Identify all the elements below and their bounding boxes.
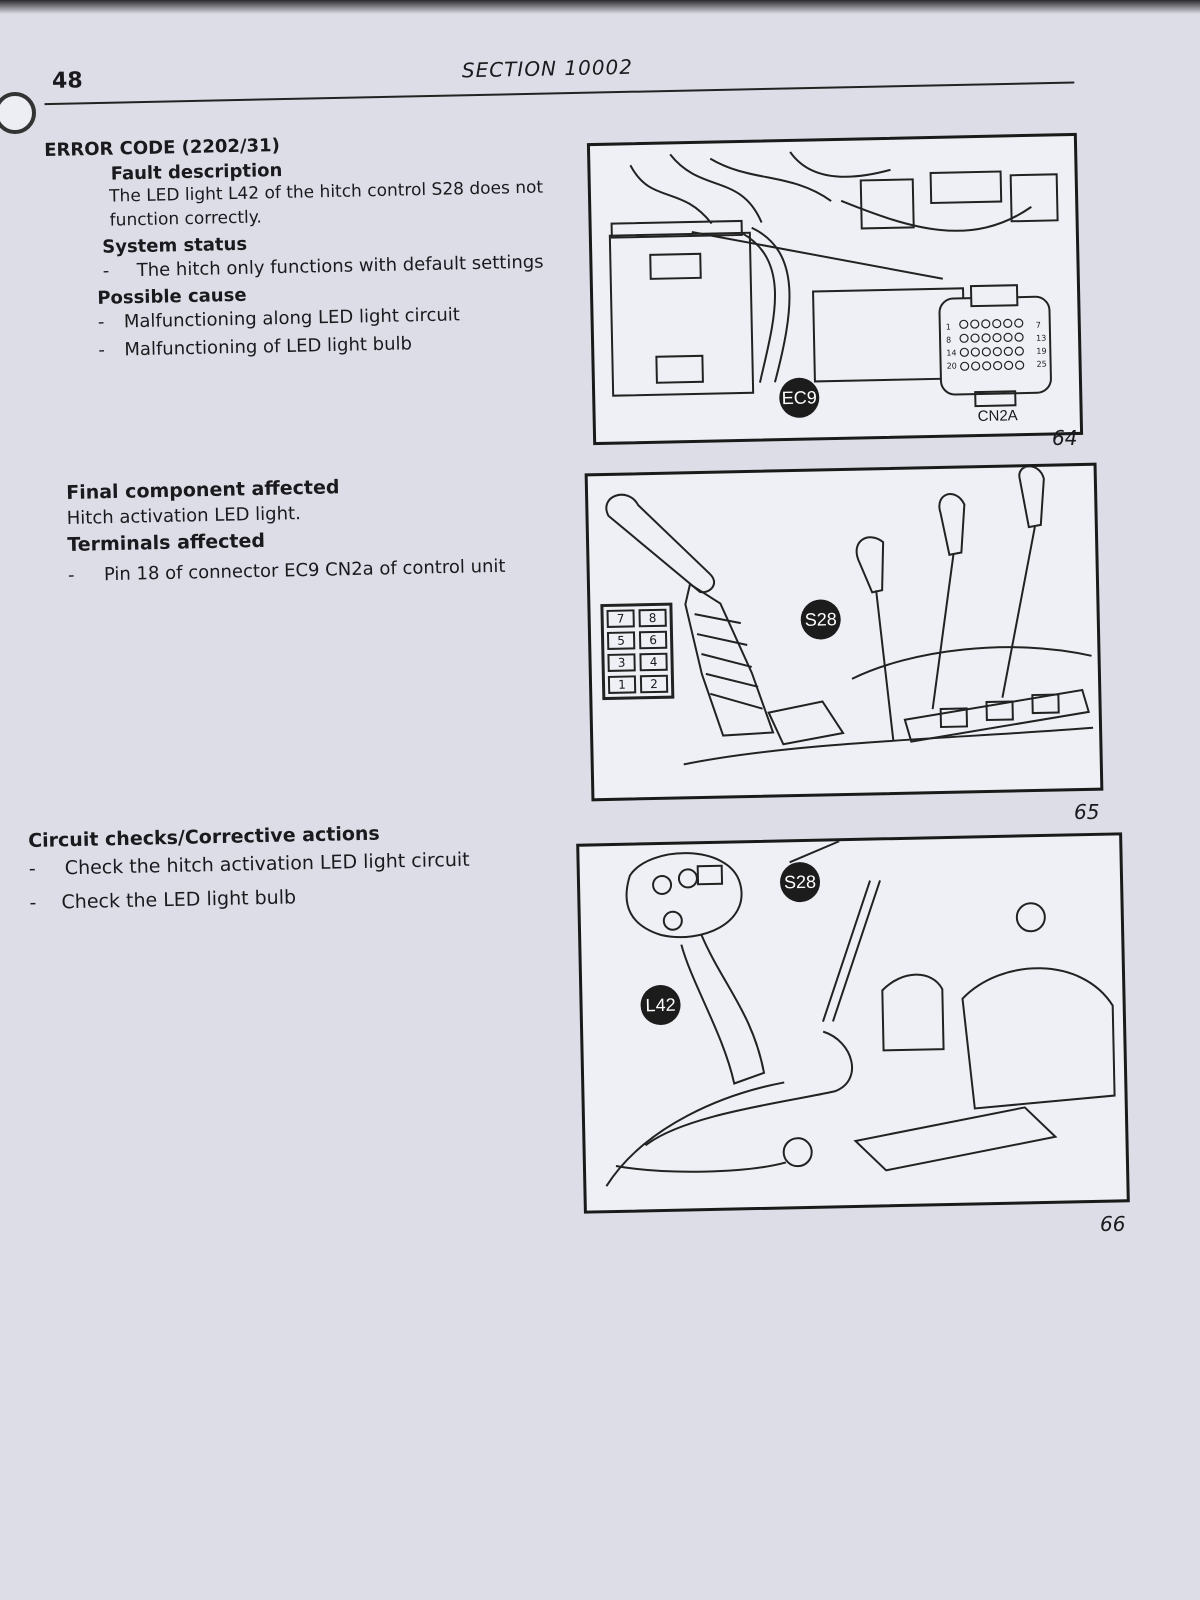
cn2a-right-pin-labels: 7 13 19 25 [1035, 320, 1047, 369]
error-block [44, 129, 589, 366]
checks-block [28, 819, 570, 920]
checks-heading: Circuit checks/Corrective actions [28, 822, 380, 852]
checks-item: - Check the hitch activation LED light circuit [28, 848, 470, 880]
figure-number-66: 66 [1100, 1212, 1126, 1236]
component-heading: Final component affected [66, 476, 340, 504]
switch-pin: 6 [639, 631, 667, 650]
page-number: 48 [51, 68, 83, 94]
callout-s28: S28 [780, 862, 821, 903]
callout-s28: S28 [800, 599, 841, 640]
figure-66-joystick-led [576, 832, 1130, 1213]
cause-heading: Possible cause [97, 284, 247, 309]
switch-pin: 5 [607, 631, 635, 650]
callout-l42: L42 [640, 985, 681, 1026]
callout-ec9: EC9 [779, 377, 820, 418]
switch-pin: 3 [607, 653, 635, 672]
figure-number-64: 64 [1052, 426, 1078, 450]
error-code-title: ERROR CODE (2202/31) [44, 135, 281, 161]
fault-heading: Fault description [110, 160, 283, 185]
figure-64-control-unit [587, 133, 1083, 445]
cause-item: - Malfunctioning along LED light circuit [97, 304, 461, 333]
component-text: Hitch activation LED light. [66, 503, 302, 529]
cause-section [47, 278, 588, 366]
terminals-item: - Pin 18 of connector EC9 CN2a of control unit [67, 555, 506, 586]
switch-pin: 2 [640, 675, 668, 694]
fault-text: The LED light L42 of the hitch control S28 does not function correctly. [108, 177, 544, 231]
switch-pin: 7 [606, 609, 634, 628]
cn2a-label: CN2A [977, 407, 1018, 426]
switch-pin: 8 [638, 609, 666, 628]
status-item: - The hitch only functions with default settings [102, 251, 544, 282]
section-title: SECTION 10002 [461, 54, 634, 83]
component-block [66, 471, 588, 590]
page-header [0, 0, 1200, 120]
figure-65-hitch-control-switch [585, 463, 1104, 802]
terminals-heading: Terminals affected [67, 529, 266, 556]
checks-item: - Check the LED light bulb [29, 886, 297, 914]
control-unit-illustration [590, 136, 1080, 442]
cause-item: - Malfunctioning of LED light bulb [98, 333, 413, 361]
switch-pin: 4 [639, 653, 667, 672]
figure-number-65: 65 [1074, 800, 1100, 824]
header-rule [44, 82, 1074, 106]
status-heading: System status [102, 233, 248, 258]
fault-section [45, 154, 586, 234]
switch-pin: 1 [608, 675, 636, 694]
switch-pin-diagram [600, 603, 674, 700]
status-section [46, 227, 587, 287]
cn2a-left-pin-labels: 1 8 14 20 [945, 322, 957, 371]
